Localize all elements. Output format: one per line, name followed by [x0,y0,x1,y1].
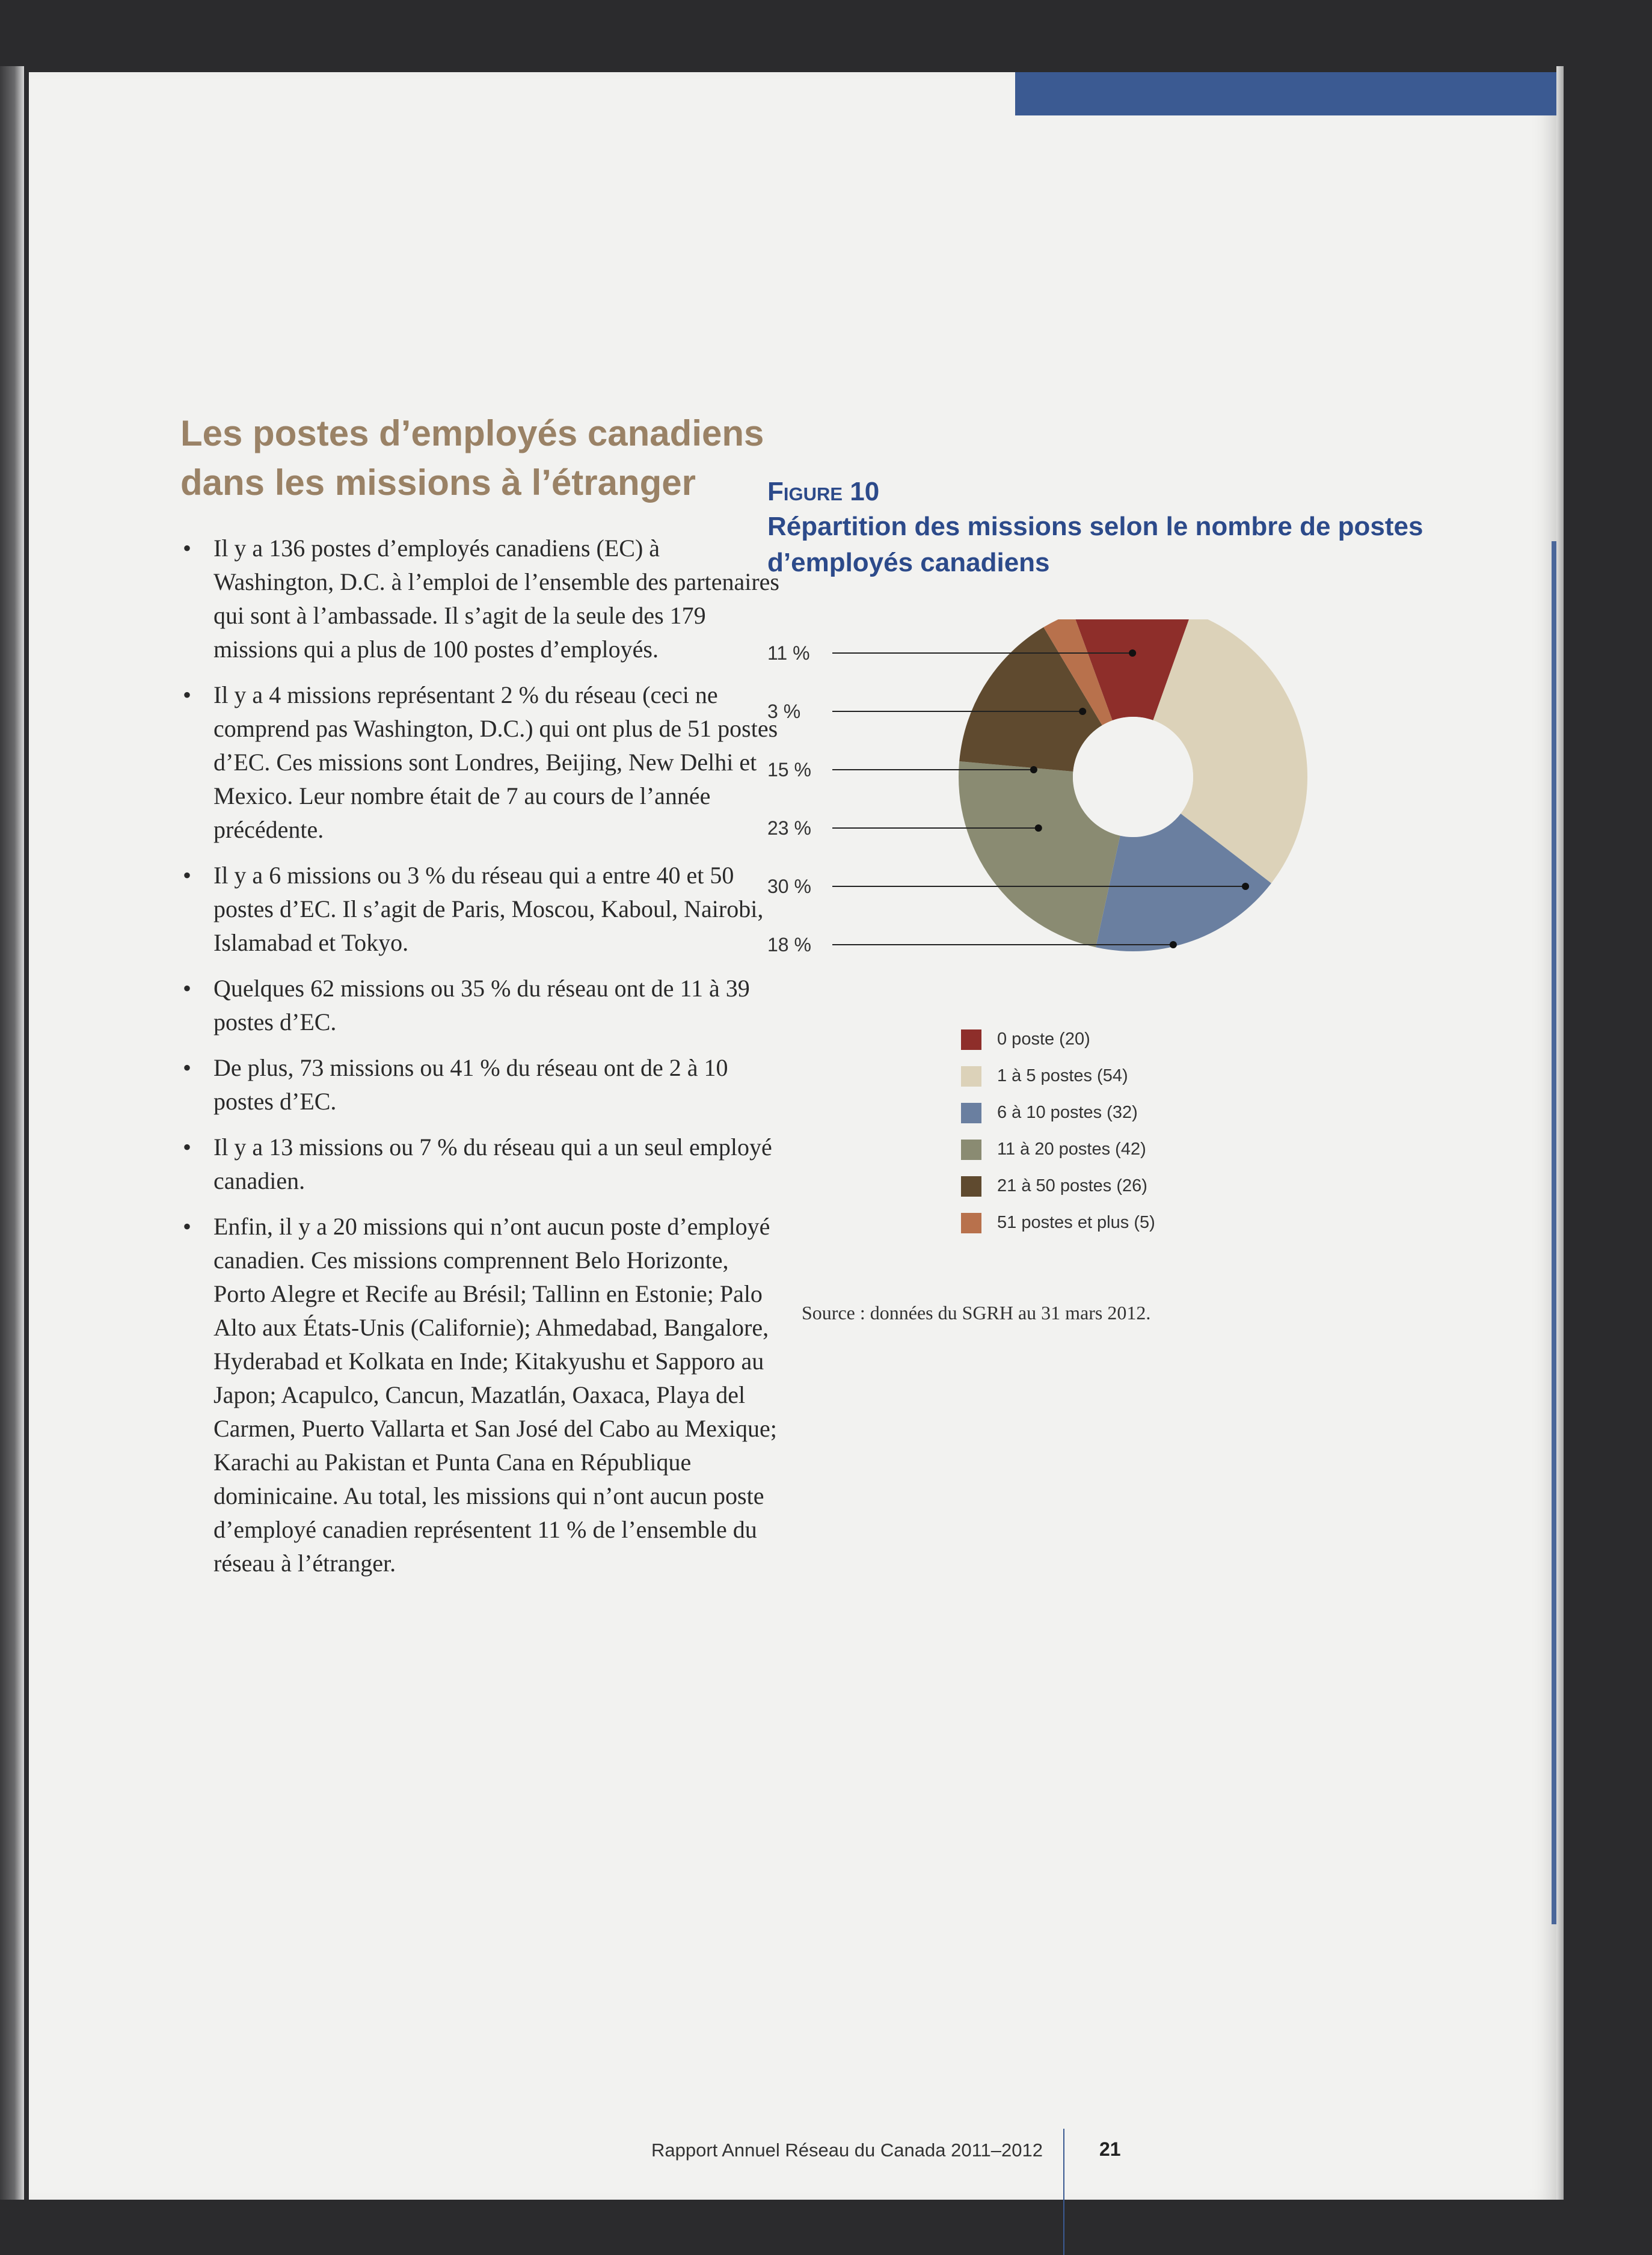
legend-item-5 [961,1204,1155,1241]
page-number: 21 [1099,2138,1121,2160]
figure-heading [767,475,1429,581]
chart-legend [961,1021,1155,1241]
legend-swatch [961,1103,981,1123]
figure-title: Répartition des missions selon le nombre de postes d’employés canadiens [767,512,1423,577]
legend-swatch [961,1066,981,1087]
legend-item-3 [961,1131,1155,1168]
footer-separator [1063,2129,1064,2255]
page-edge-marker [1552,541,1556,1924]
legend-swatch [961,1213,981,1233]
pct-label-5: 18 % [767,934,811,956]
leader-dot-3 [1035,824,1042,832]
bullet-item: • De plus, 73 missions ou 41 % du réseau ont de 2 à 10 postes d’EC. [180,1051,782,1118]
bullet-list [180,532,782,1580]
bullet-item: • Il y a 136 postes d’employés canadiens (EC) à Washington, D.C. à l’emploi de l’ensemble des partenaires qui sont à l’ambassade. Il s’agit de la seule des 179 missions qui a plus de 100 postes d’employés. [180,532,782,666]
legend-swatch [961,1176,981,1197]
book-spine [0,66,24,2200]
pct-label-3: 23 % [767,817,811,839]
legend-label: 1 à 5 postes (54) [997,1066,1128,1085]
bullet-item: • Il y a 6 missions ou 3 % du réseau qui a entre 40 et 50 postes d’EC. Il s’agit de Paris, Moscou, Kaboul, Nairobi, Islamabad et Tokyo. [180,859,782,960]
legend-label: 21 à 50 postes (26) [997,1176,1147,1195]
bullet-item: • Il y a 4 missions représentant 2 % du réseau (ceci ne comprend pas Washington, D.C.) qui ont plus de 51 postes d’EC. Ces missions sont Londres, Beijing, New Delhi et Mexico. Leur nombre était de 7 au cours de l’année précédente. [180,678,782,847]
legend-label: 51 postes et plus (5) [997,1213,1155,1232]
main-text-column [180,409,782,1592]
leader-dot-4 [1242,883,1249,890]
leader-dot-0 [1129,649,1136,657]
legend-item-1 [961,1058,1155,1094]
legend-swatch [961,1029,981,1050]
figure-label: Figure 10 [767,477,880,506]
legend-label: 11 à 20 postes (42) [997,1140,1146,1159]
bullet-item: • Quelques 62 missions ou 35 % du réseau ont de 11 à 39 postes d’EC. [180,972,782,1039]
page-edge [1556,66,1564,2200]
footer-title: Rapport Annuel Réseau du Canada 2011–2012 [651,2140,1043,2161]
pct-label-0: 11 % [767,642,810,664]
leader-dot-2 [1030,766,1037,773]
pie-svg [767,619,1369,1016]
legend-item-2 [961,1094,1155,1131]
pct-label-4: 30 % [767,876,811,897]
bullet-item: • Enfin, il y a 20 missions qui n’ont aucun poste d’employé canadien. Ces missions comprennent Belo Horizonte, Porto Alegre et Recife au Brésil; Tallinn en Estonie; Palo Alto aux États-Unis (Californie); Ahmedabad, Bangalore, Hyderabad et Kolkata en Inde; Kitakyushu et Sapporo au Japon; Acapulco, Cancun, Mazatlán, Oaxaca, Playa del Carmen, Puerto Vallarta et San José del Cabo au Mexique; Karachi au Pakistan et Punta Cana en République dominicaine. Au total, les missions qui n’ont aucun poste d’employé canadien représentent 11 % de l’ensemble du réseau à l’étranger. [180,1210,782,1580]
section-title: Les postes d’employés canadiens dans les missions à l’étranger [180,413,764,503]
pie-chart [767,619,1369,1016]
page [29,72,1556,2200]
leader-dot-5 [1170,941,1177,948]
figure-source: Source : données du SGRH au 31 mars 2012. [802,1302,1151,1324]
legend-item-4 [961,1168,1155,1204]
donut-hole [1073,717,1193,837]
legend-label: 6 à 10 postes (32) [997,1103,1138,1122]
pct-label-2: 15 % [767,759,811,781]
bullet-item: • Il y a 13 missions ou 7 % du réseau qui a un seul employé canadien. [180,1131,782,1198]
top-color-band [1015,72,1556,115]
legend-item-0 [961,1021,1155,1058]
leader-dot-1 [1079,708,1086,715]
pct-label-1: 3 % [767,701,801,722]
legend-swatch [961,1140,981,1160]
legend-label: 0 poste (20) [997,1029,1090,1049]
